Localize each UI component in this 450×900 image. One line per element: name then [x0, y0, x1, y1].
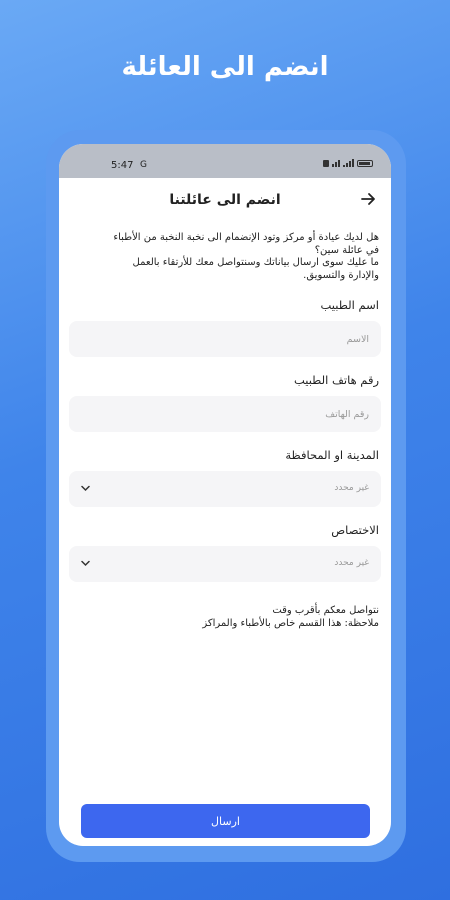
- specialty-label: الاختصاص: [331, 523, 379, 537]
- specialty-select[interactable]: [69, 546, 381, 582]
- signal-icon: [343, 159, 354, 167]
- alarm-icon: [323, 160, 329, 167]
- intro-text: [59, 232, 391, 282]
- city-label: المدينة او المحافظة: [285, 448, 379, 462]
- doctor-name-input[interactable]: [69, 321, 381, 357]
- doctor-name-label: اسم الطبيب: [320, 298, 379, 312]
- city-select-value: غير محدد: [334, 483, 369, 493]
- status-icons: [323, 159, 373, 167]
- intro-line: هل لديك عيادة أو مركز وتود الإنضمام الى نخبة النخبة من الأطباء: [113, 232, 379, 243]
- app-bar: [59, 178, 391, 224]
- doctor-phone-label: رقم هاتف الطبيب: [293, 373, 379, 387]
- wifi-icon: [332, 159, 340, 167]
- chevron-down-icon: [81, 560, 90, 567]
- doctor-name-field-wrapper: [69, 321, 381, 357]
- city-select[interactable]: [69, 471, 381, 507]
- page-title: انضم الى عائلتنا: [169, 192, 281, 208]
- chevron-down-icon: [81, 485, 90, 492]
- intro-line: ما عليك سوى ارسال بياناتك وسنتواصل معك للأرتقاء بالعمل: [132, 257, 379, 268]
- disclaimer-note: ملاحظة: هذا القسم خاص بالأطباء والمراكز: [202, 618, 379, 629]
- notification-icon: G: [140, 160, 147, 170]
- status-time: 5:47: [111, 160, 134, 171]
- contact-note: نتواصل معكم بأقرب وقت: [272, 605, 379, 616]
- status-bar: [59, 144, 391, 178]
- contact-notes: [59, 604, 391, 630]
- submit-button[interactable]: ارسال: [81, 804, 370, 838]
- page-headline: انضم الى العائلة: [121, 52, 329, 82]
- doctor-phone-field-wrapper: [69, 396, 381, 432]
- doctor-phone-input[interactable]: [69, 396, 381, 432]
- intro-line: في عائلة سين؟: [314, 244, 379, 256]
- battery-icon: [357, 160, 373, 167]
- phone-screen: [59, 144, 391, 846]
- intro-line: والإدارة والتسويق.: [303, 269, 379, 281]
- specialty-select-value: غير محدد: [334, 558, 369, 568]
